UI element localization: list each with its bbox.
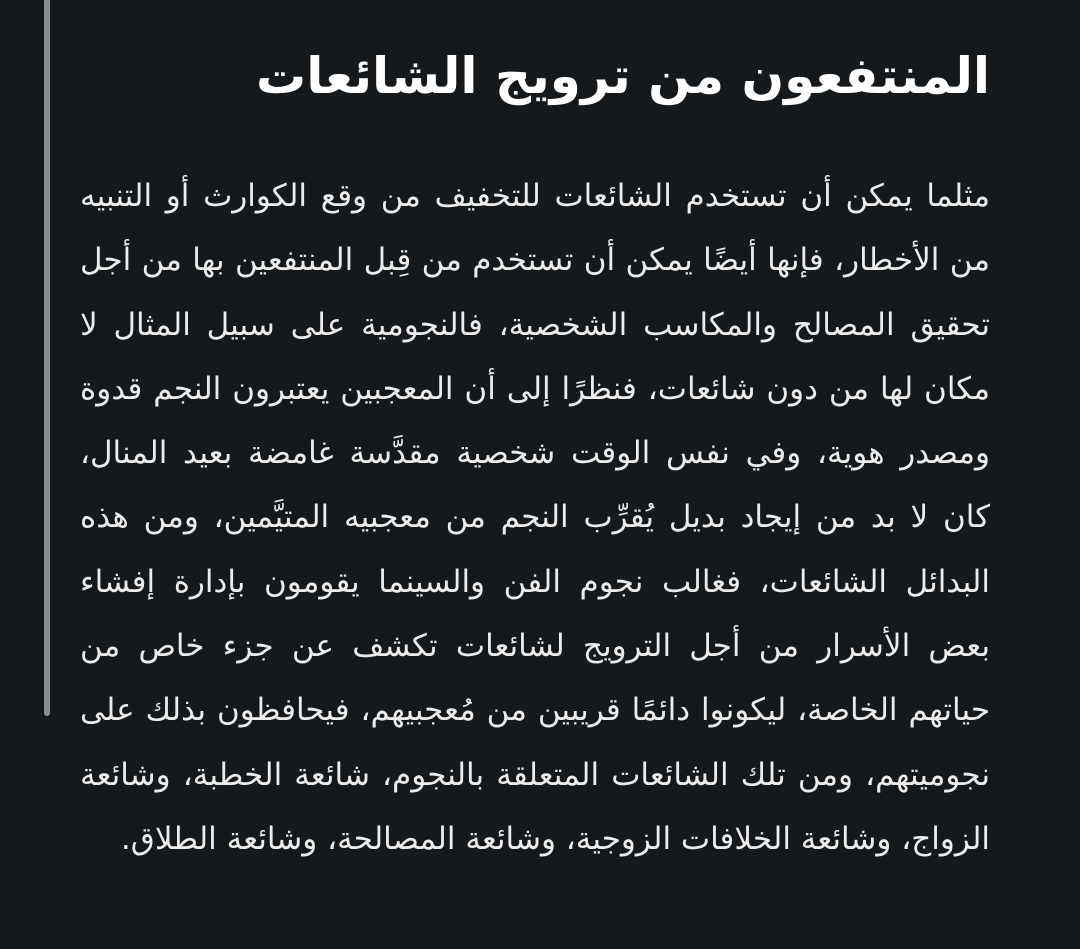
scrollbar[interactable] [44,0,50,716]
article-body: مثلما يمكن أن تستخدم الشائعات للتخفيف من وقع الكوارث أو التنبيه من الأخطار، فإنها أيضًا يمكن أن تستخدم من قِبل المنتفعين بها من أجل تحقيق المصالح والمكاسب الشخصية، فالنجومية على سبيل المثال لا مكان لها من دون شائعات، فنظرًا إلى أن المعجبين يعتبرون النجم قدوة ومصدر هوية، وفي نفس الوقت شخصية مقدَّسة غامضة بعيد المنال، كان لا بد من إيجاد بديل يُقرِّب النجم من معجبيه المتيَّمين، ومن هذه البدائل الشائعات، فغالب نجوم الفن والسينما يقومون بإدارة إفشاء بعض الأسرار من أجل الترويج لشائعات تكشف عن جزء خاص من حياتهم الخاصة، ليكونوا دائمًا قريبين من مُعجبيهم، فيحافظون بذلك على نجوميتهم، ومن تلك الشائعات المتعلقة بالنجوم، شائعة الخطبة، وشائعة الزواج، وشائعة الخلافات الزوجية، وشائعة المصالحة، وشائعة الطلاق. [80,178,990,857]
article-heading: المنتفعون من ترويج الشائعات [255,47,990,105]
article [80,40,990,871]
